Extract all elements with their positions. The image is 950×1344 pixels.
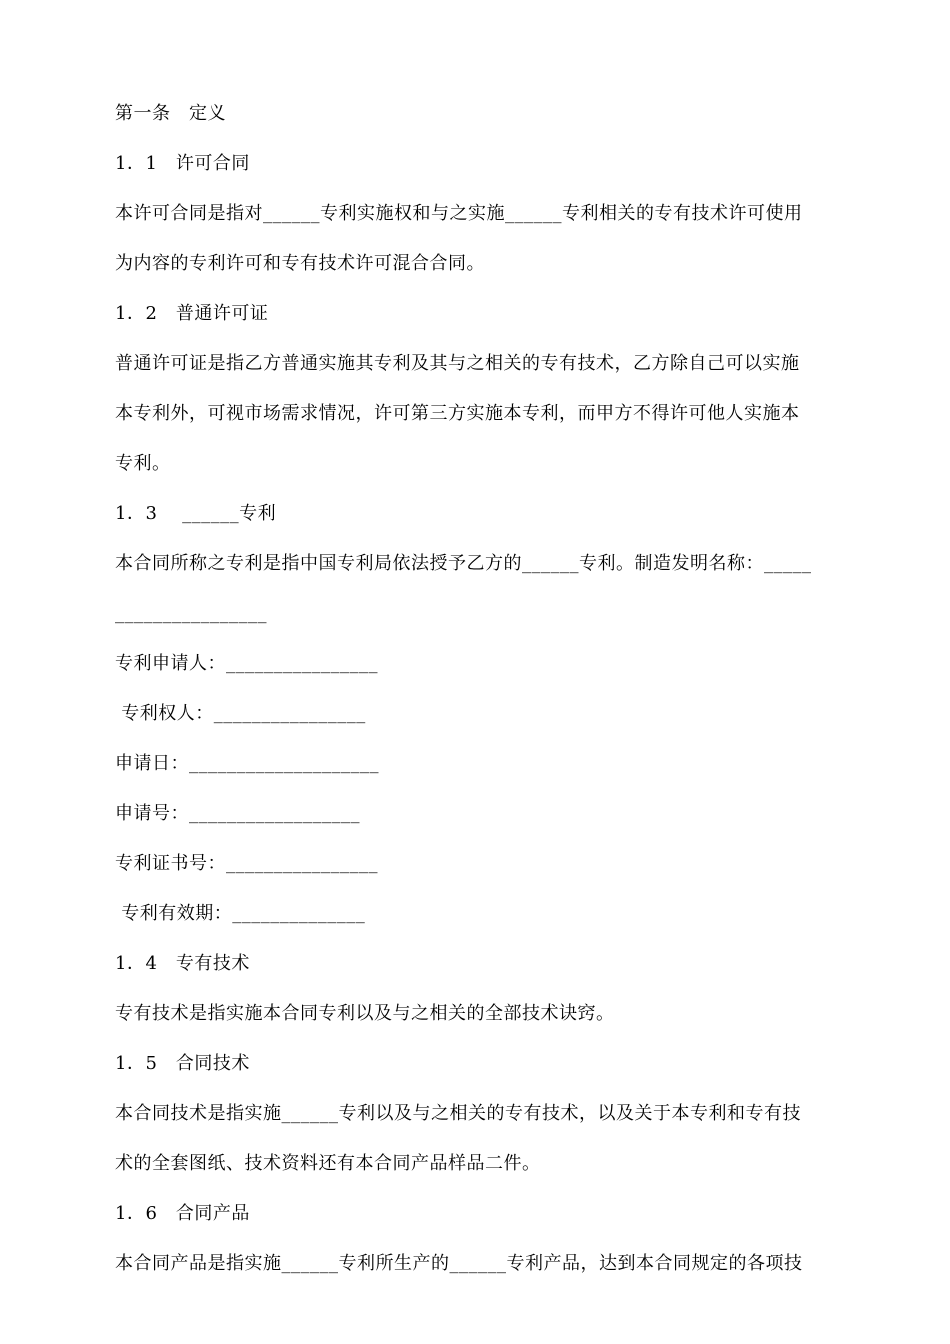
paragraph-line: 本许可合同是指对______专利实施权和与之实施______专利相关的专有技术许可使用 xyxy=(115,203,803,224)
paragraph-line: 专利。 xyxy=(115,453,171,474)
field-certificate-number: 专利证书号：________________ xyxy=(115,853,378,874)
field-patentee: 专利权人：________________ xyxy=(115,703,366,724)
paragraph-line: 本合同技术是指实施______专利以及与之相关的专有技术，以及关于本专利和专有技 xyxy=(115,1103,801,1124)
section-heading: 1．6 合同产品 xyxy=(115,1203,250,1224)
paragraph-line: 本合同产品是指实施______专利所生产的______专利产品，达到本合同规定的各项技 xyxy=(115,1253,803,1274)
article-heading: 第一条 定义 xyxy=(115,103,226,124)
paragraph-line: 本合同所称之专利是指中国专利局依法授予乙方的______专利。制造发明名称：_____ xyxy=(115,553,812,574)
paragraph-line: 术的全套图纸、技术资料还有本合同产品样品二件。 xyxy=(115,1153,541,1174)
document-page xyxy=(115,96,840,1296)
section-heading: 1．4 专有技术 xyxy=(115,953,250,974)
section-heading: 1．5 合同技术 xyxy=(115,1053,250,1074)
paragraph-line: 专有技术是指实施本合同专利以及与之相关的全部技术诀窍。 xyxy=(115,1003,615,1024)
section-heading: 1．2 普通许可证 xyxy=(115,303,269,324)
section-heading: 1．3 ______专利 xyxy=(115,503,277,524)
paragraph-line: 普通许可证是指乙方普通实施其专利及其与之相关的专有技术，乙方除自己可以实施 xyxy=(115,353,800,374)
section-heading: 1．1 许可合同 xyxy=(115,153,250,174)
field-application-number: 申请号：__________________ xyxy=(115,803,360,824)
field-validity-period: 专利有效期：______________ xyxy=(115,903,366,924)
field-application-date: 申请日：____________________ xyxy=(115,753,379,774)
field-patent-applicant: 专利申请人：________________ xyxy=(115,653,378,674)
paragraph-line: 本专利外，可视市场需求情况，许可第三方实施本专利，而甲方不得许可他人实施本 xyxy=(115,403,800,424)
blank-line: ________________ xyxy=(115,603,267,624)
paragraph-line: 为内容的专利许可和专有技术许可混合合同。 xyxy=(115,253,485,274)
